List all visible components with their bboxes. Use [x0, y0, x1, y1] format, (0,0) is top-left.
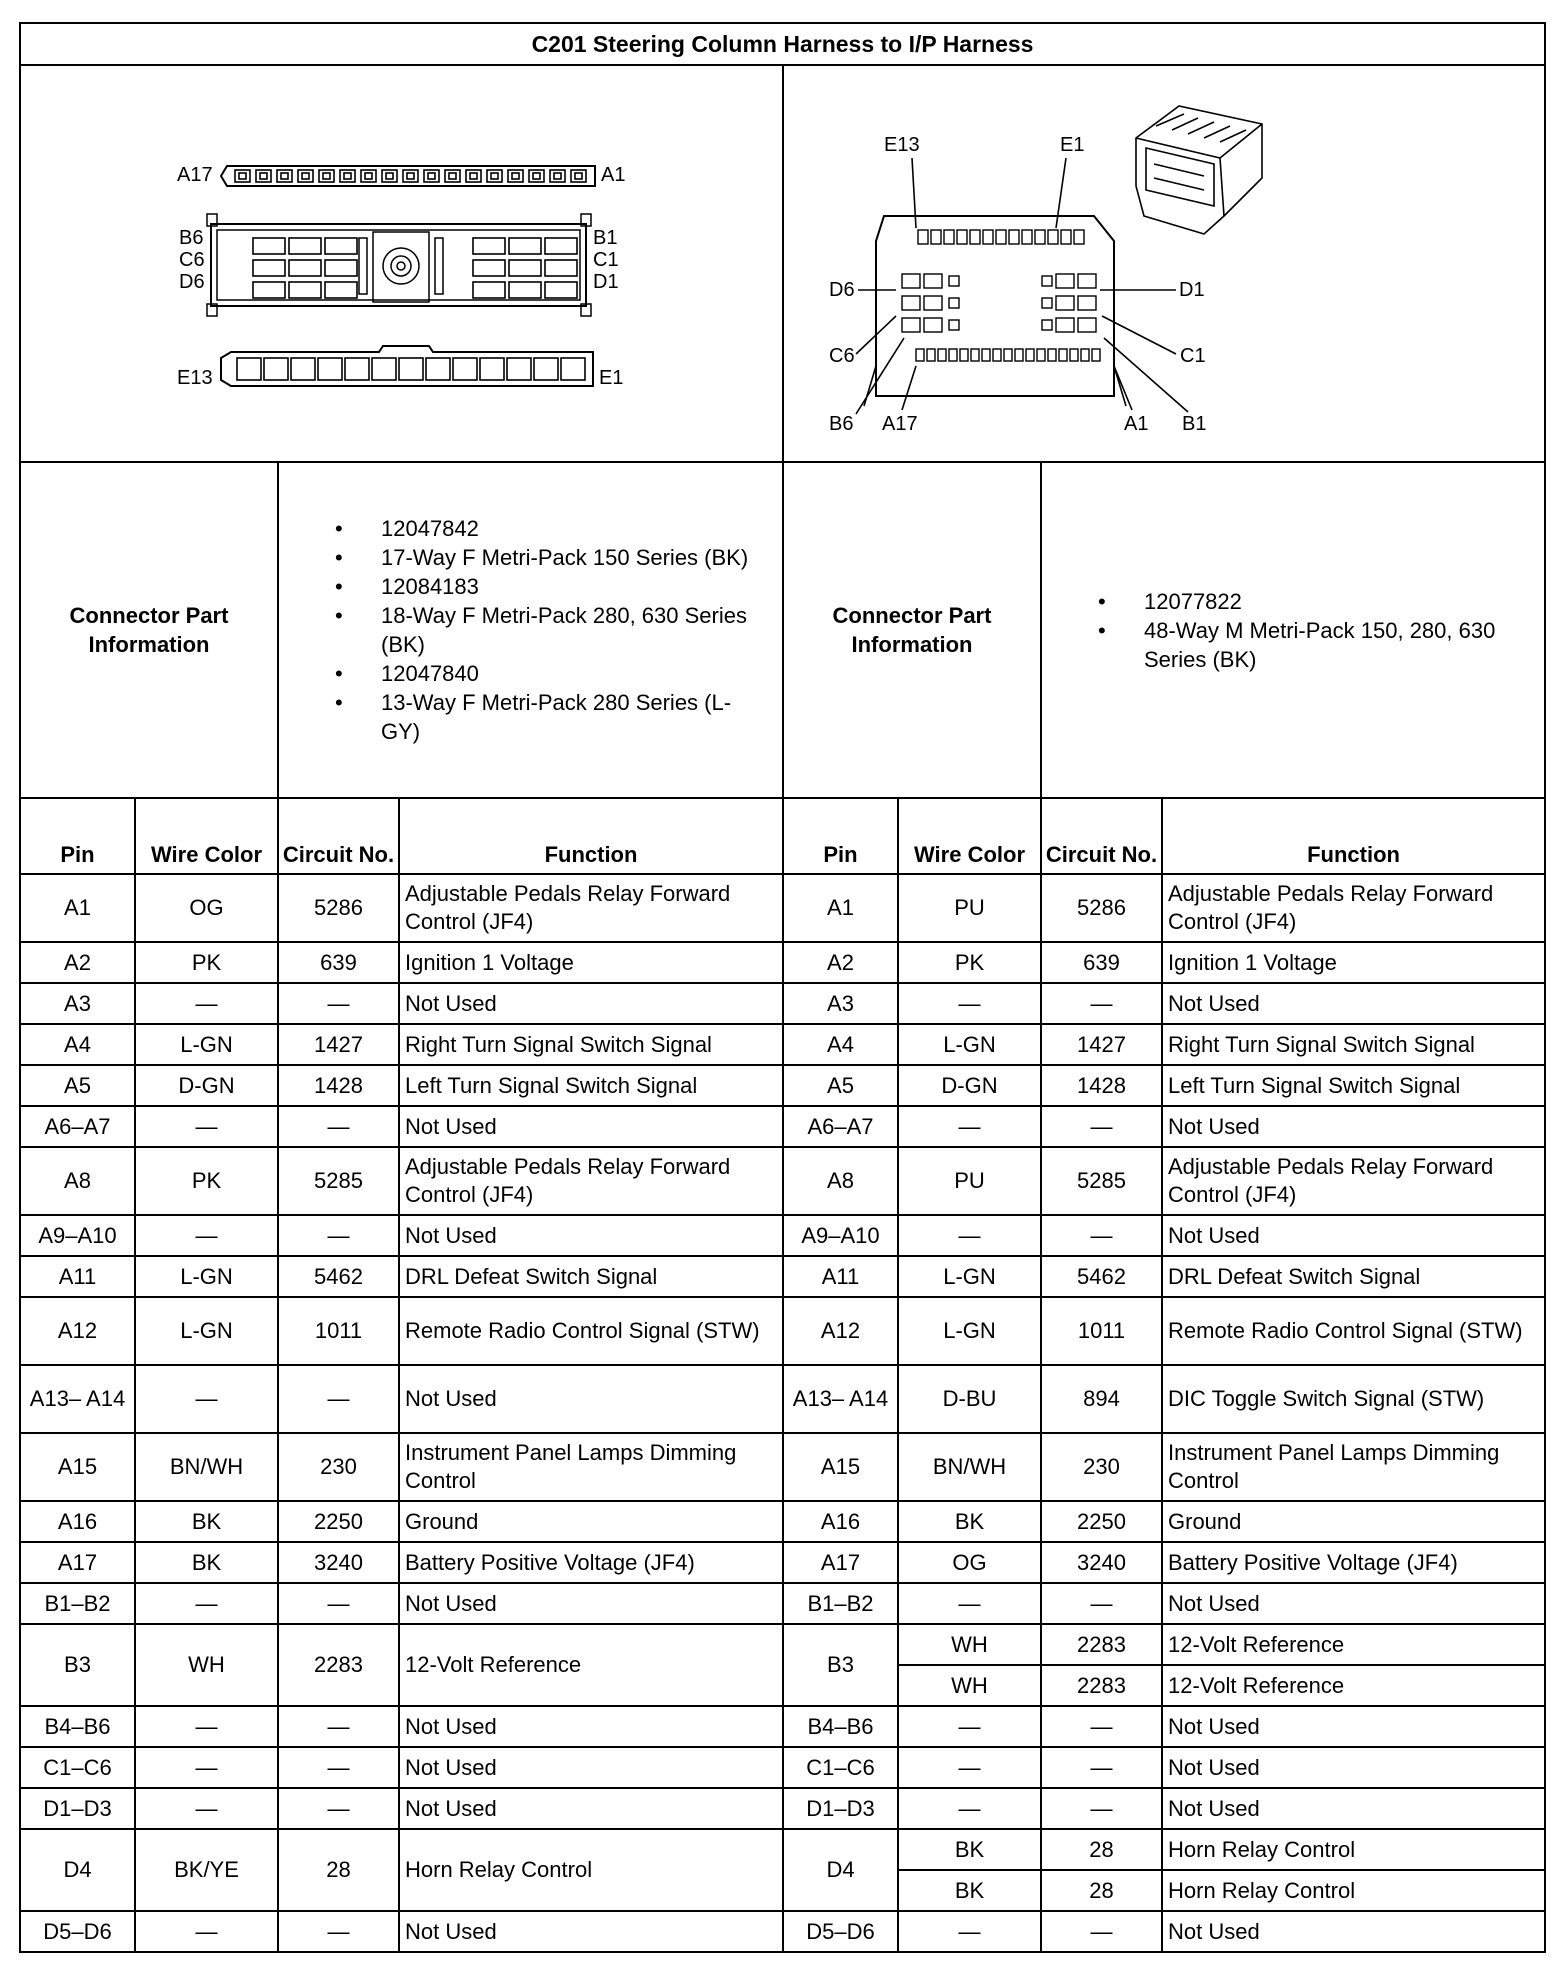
- wire-color-cell: L-GN: [135, 1024, 278, 1065]
- part-info-item: • 17-Way F Metri-Pack 150 Series (BK): [335, 543, 762, 572]
- wire-color-cell: —: [135, 1365, 278, 1433]
- circuit-cell: 2283: [278, 1624, 399, 1706]
- function-cell: Adjustable Pedals Relay Forward Control (JF4): [399, 1147, 783, 1215]
- pin-cell: A15: [20, 1433, 135, 1501]
- wire-color-cell: D-GN: [898, 1065, 1041, 1106]
- connector-info-right: [1041, 462, 1545, 798]
- wire-color-cell: L-GN: [898, 1297, 1041, 1365]
- wire-color-cell: —: [135, 1747, 278, 1788]
- wire-color-cell: PK: [135, 1147, 278, 1215]
- circuit-cell: 230: [278, 1433, 399, 1501]
- table-row: [20, 1829, 1545, 1870]
- circuit-cell: —: [278, 1706, 399, 1747]
- circuit-cell: 2283: [1041, 1624, 1162, 1665]
- label-a17-left: A17: [177, 164, 213, 186]
- wire-color-cell: BK: [898, 1870, 1041, 1911]
- wire-color-cell: L-GN: [135, 1256, 278, 1297]
- table-row: [20, 942, 1545, 983]
- circuit-cell: —: [1041, 1106, 1162, 1147]
- table-row: [20, 1215, 1545, 1256]
- function-cell: Not Used: [1162, 1215, 1545, 1256]
- wire-color-cell: BN/WH: [898, 1433, 1041, 1501]
- wire-color-cell: WH: [135, 1624, 278, 1706]
- header-function-right: Function: [1162, 798, 1545, 874]
- part-info-item: • 13-Way F Metri-Pack 280 Series (L-GY): [335, 688, 762, 746]
- part-info-item: • 12077822: [1098, 587, 1524, 616]
- function-cell: Not Used: [399, 1747, 783, 1788]
- function-cell: Adjustable Pedals Relay Forward Control (JF4): [1162, 1147, 1545, 1215]
- pin-cell: A17: [783, 1542, 898, 1583]
- circuit-cell: 2250: [1041, 1501, 1162, 1542]
- function-cell: 12-Volt Reference: [1162, 1624, 1545, 1665]
- wire-color-cell: BN/WH: [135, 1433, 278, 1501]
- function-cell: Not Used: [399, 1215, 783, 1256]
- pin-cell: A17: [20, 1542, 135, 1583]
- part-info-item: • 12047842: [335, 514, 762, 543]
- header-wire-color-right: Wire Color: [898, 798, 1041, 874]
- wire-color-cell: —: [135, 1706, 278, 1747]
- pin-cell: D4: [20, 1829, 135, 1911]
- circuit-cell: 5462: [1041, 1256, 1162, 1297]
- label-e13-left: E13: [177, 367, 213, 389]
- function-cell: Left Turn Signal Switch Signal: [1162, 1065, 1545, 1106]
- function-cell: Adjustable Pedals Relay Forward Control (JF4): [1162, 874, 1545, 942]
- table-row: [20, 1911, 1545, 1952]
- table-row: [20, 874, 1545, 942]
- label-e1-left: E1: [599, 367, 624, 389]
- function-cell: Ignition 1 Voltage: [399, 942, 783, 983]
- function-cell: Not Used: [1162, 1106, 1545, 1147]
- label-b6-right: B6: [829, 413, 854, 435]
- connector-sheet: [19, 22, 1544, 1974]
- label-a17-right: A17: [882, 413, 918, 435]
- connector-info-label-left: Connector Part Information: [20, 462, 278, 798]
- part-info-item: • 48-Way M Metri-Pack 150, 280, 630 Series (BK): [1098, 616, 1524, 674]
- wire-color-cell: L-GN: [898, 1256, 1041, 1297]
- circuit-cell: —: [1041, 1583, 1162, 1624]
- pin-cell: A13– A14: [20, 1365, 135, 1433]
- circuit-cell: 28: [278, 1829, 399, 1911]
- wire-color-cell: BK: [135, 1542, 278, 1583]
- right-connector-diagram: [783, 65, 1545, 462]
- circuit-cell: 5286: [1041, 874, 1162, 942]
- circuit-cell: —: [1041, 983, 1162, 1024]
- circuit-cell: —: [1041, 1215, 1162, 1256]
- pin-cell: D5–D6: [20, 1911, 135, 1952]
- circuit-cell: —: [1041, 1706, 1162, 1747]
- label-c1-left: C1: [593, 249, 619, 271]
- function-cell: 12-Volt Reference: [1162, 1665, 1545, 1706]
- circuit-cell: —: [278, 1788, 399, 1829]
- function-cell: DIC Toggle Switch Signal (STW): [1162, 1365, 1545, 1433]
- pin-cell: B4–B6: [20, 1706, 135, 1747]
- wire-color-cell: WH: [898, 1624, 1041, 1665]
- wire-color-cell: —: [135, 1106, 278, 1147]
- table-row: [20, 1024, 1545, 1065]
- table-row: [20, 1433, 1545, 1501]
- pin-cell: D5–D6: [783, 1911, 898, 1952]
- pin-cell: A11: [783, 1256, 898, 1297]
- wire-color-cell: —: [898, 1706, 1041, 1747]
- function-cell: Instrument Panel Lamps Dimming Control: [399, 1433, 783, 1501]
- header-circuit-left: Circuit No.: [278, 798, 399, 874]
- circuit-cell: —: [278, 1106, 399, 1147]
- function-cell: Remote Radio Control Signal (STW): [399, 1297, 783, 1365]
- function-cell: Not Used: [399, 1365, 783, 1433]
- circuit-cell: —: [278, 1215, 399, 1256]
- circuit-cell: 639: [278, 942, 399, 983]
- connector-table: [19, 22, 1546, 1953]
- left-connector-drawing: [21, 66, 783, 461]
- function-cell: Remote Radio Control Signal (STW): [1162, 1297, 1545, 1365]
- wire-color-cell: PK: [898, 942, 1041, 983]
- function-cell: Right Turn Signal Switch Signal: [399, 1024, 783, 1065]
- wire-color-cell: D-GN: [135, 1065, 278, 1106]
- pin-cell: A2: [783, 942, 898, 983]
- table-row: [20, 1147, 1545, 1215]
- wire-color-cell: BK: [135, 1501, 278, 1542]
- table-row: [20, 1256, 1545, 1297]
- circuit-cell: 5286: [278, 874, 399, 942]
- circuit-cell: 894: [1041, 1365, 1162, 1433]
- pin-cell: A13– A14: [783, 1365, 898, 1433]
- label-b1-right: B1: [1182, 413, 1207, 435]
- wire-color-cell: —: [135, 1788, 278, 1829]
- circuit-cell: 1427: [1041, 1024, 1162, 1065]
- wire-color-cell: —: [898, 1583, 1041, 1624]
- pin-cell: B3: [20, 1624, 135, 1706]
- table-row: [20, 1583, 1545, 1624]
- function-cell: Not Used: [1162, 983, 1545, 1024]
- connector-housing-illustration: [1136, 106, 1262, 234]
- circuit-cell: —: [278, 983, 399, 1024]
- circuit-cell: —: [278, 1747, 399, 1788]
- pin-cell: A6–A7: [20, 1106, 135, 1147]
- table-row: [20, 1542, 1545, 1583]
- wire-color-cell: —: [898, 1747, 1041, 1788]
- circuit-cell: —: [278, 1583, 399, 1624]
- circuit-cell: —: [278, 1365, 399, 1433]
- function-cell: Horn Relay Control: [1162, 1870, 1545, 1911]
- table-row: [20, 1501, 1545, 1542]
- part-info-item: • 12047840: [335, 659, 762, 688]
- header-function-left: Function: [399, 798, 783, 874]
- label-b6-left: B6: [179, 227, 204, 249]
- pin-cell: B1–B2: [20, 1583, 135, 1624]
- pin-cell: A4: [783, 1024, 898, 1065]
- pin-cell: A9–A10: [783, 1215, 898, 1256]
- function-cell: Ground: [1162, 1501, 1545, 1542]
- circuit-cell: 28: [1041, 1829, 1162, 1870]
- wire-color-cell: BK: [898, 1501, 1041, 1542]
- pin-cell: D1–D3: [783, 1788, 898, 1829]
- table-row: [20, 1365, 1545, 1433]
- circuit-cell: 1428: [278, 1065, 399, 1106]
- function-cell: 12-Volt Reference: [399, 1624, 783, 1706]
- circuit-cell: 3240: [1041, 1542, 1162, 1583]
- circuit-cell: —: [1041, 1788, 1162, 1829]
- label-e1-right: E1: [1060, 134, 1085, 156]
- pin-cell: A16: [20, 1501, 135, 1542]
- label-a1-left: A1: [601, 164, 626, 186]
- wire-color-cell: PU: [898, 874, 1041, 942]
- circuit-cell: 2250: [278, 1501, 399, 1542]
- wire-color-cell: —: [898, 1911, 1041, 1952]
- wire-color-cell: —: [898, 1788, 1041, 1829]
- wire-color-cell: OG: [898, 1542, 1041, 1583]
- table-row: [20, 1788, 1545, 1829]
- header-circuit-right: Circuit No.: [1041, 798, 1162, 874]
- pin-cell: A5: [783, 1065, 898, 1106]
- circuit-cell: —: [1041, 1747, 1162, 1788]
- circuit-cell: 1428: [1041, 1065, 1162, 1106]
- wire-color-cell: BK/YE: [135, 1829, 278, 1911]
- header-pin-right: Pin: [783, 798, 898, 874]
- table-row: [20, 1297, 1545, 1365]
- table-row: [20, 983, 1545, 1024]
- function-cell: Not Used: [1162, 1583, 1545, 1624]
- wire-color-cell: L-GN: [135, 1297, 278, 1365]
- pin-cell: A11: [20, 1256, 135, 1297]
- label-d6-right: D6: [829, 279, 855, 301]
- pin-cell: A3: [20, 983, 135, 1024]
- pin-cell: A2: [20, 942, 135, 983]
- function-cell: Not Used: [399, 1583, 783, 1624]
- label-e13-right: E13: [884, 134, 920, 156]
- pin-cell: A12: [20, 1297, 135, 1365]
- pin-cell: A6–A7: [783, 1106, 898, 1147]
- function-cell: Battery Positive Voltage (JF4): [399, 1542, 783, 1583]
- function-cell: Horn Relay Control: [1162, 1829, 1545, 1870]
- circuit-cell: 639: [1041, 942, 1162, 983]
- part-info-item: • 18-Way F Metri-Pack 280, 630 Series (BK): [335, 601, 762, 659]
- circuit-cell: 1011: [1041, 1297, 1162, 1365]
- pin-cell: C1–C6: [20, 1747, 135, 1788]
- label-d6-left: D6: [179, 271, 205, 293]
- circuit-cell: 2283: [1041, 1665, 1162, 1706]
- table-row: [20, 1747, 1545, 1788]
- table-row: [20, 1106, 1545, 1147]
- connector-info-label-right: Connector Part Information: [783, 462, 1041, 798]
- circuit-cell: 5462: [278, 1256, 399, 1297]
- label-c1-right: C1: [1180, 345, 1206, 367]
- header-wire-color-left: Wire Color: [135, 798, 278, 874]
- table-row: [20, 1624, 1545, 1665]
- function-cell: Horn Relay Control: [399, 1829, 783, 1911]
- page-title: C201 Steering Column Harness to I/P Harness: [20, 23, 1545, 65]
- circuit-cell: 1427: [278, 1024, 399, 1065]
- label-d1-right: D1: [1179, 279, 1205, 301]
- function-cell: Ground: [399, 1501, 783, 1542]
- pin-cell: B1–B2: [783, 1583, 898, 1624]
- function-cell: Not Used: [1162, 1911, 1545, 1952]
- pin-cell: B4–B6: [783, 1706, 898, 1747]
- label-c6-right: C6: [829, 345, 855, 367]
- function-cell: Not Used: [1162, 1788, 1545, 1829]
- wire-color-cell: L-GN: [898, 1024, 1041, 1065]
- circuit-cell: —: [1041, 1911, 1162, 1952]
- pin-cell: B3: [783, 1624, 898, 1706]
- label-a1-right: A1: [1124, 413, 1149, 435]
- pin-cell: A3: [783, 983, 898, 1024]
- wire-color-cell: PK: [135, 942, 278, 983]
- pin-cell: A5: [20, 1065, 135, 1106]
- label-c6-left: C6: [179, 249, 205, 271]
- wire-color-cell: PU: [898, 1147, 1041, 1215]
- circuit-cell: 28: [1041, 1870, 1162, 1911]
- label-b1-left: B1: [593, 227, 618, 249]
- wire-color-cell: —: [898, 1215, 1041, 1256]
- circuit-cell: 5285: [1041, 1147, 1162, 1215]
- pin-cell: A1: [783, 874, 898, 942]
- wire-color-cell: OG: [135, 874, 278, 942]
- table-row: [20, 1706, 1545, 1747]
- table-row: [20, 1065, 1545, 1106]
- wire-color-cell: —: [898, 1106, 1041, 1147]
- pin-cell: D4: [783, 1829, 898, 1911]
- function-cell: Not Used: [399, 1788, 783, 1829]
- circuit-cell: 1011: [278, 1297, 399, 1365]
- wire-color-cell: D-BU: [898, 1365, 1041, 1433]
- function-cell: Ignition 1 Voltage: [1162, 942, 1545, 983]
- function-cell: Left Turn Signal Switch Signal: [399, 1065, 783, 1106]
- wire-color-cell: —: [135, 1583, 278, 1624]
- pin-cell: A8: [783, 1147, 898, 1215]
- wire-color-cell: WH: [898, 1665, 1041, 1706]
- pin-cell: C1–C6: [783, 1747, 898, 1788]
- function-cell: Not Used: [1162, 1706, 1545, 1747]
- circuit-cell: —: [278, 1911, 399, 1952]
- pin-cell: A9–A10: [20, 1215, 135, 1256]
- function-cell: DRL Defeat Switch Signal: [399, 1256, 783, 1297]
- function-cell: Not Used: [399, 983, 783, 1024]
- function-cell: Instrument Panel Lamps Dimming Control: [1162, 1433, 1545, 1501]
- pin-cell: A16: [783, 1501, 898, 1542]
- pin-cell: D1–D3: [20, 1788, 135, 1829]
- pin-cell: A15: [783, 1433, 898, 1501]
- wire-color-cell: —: [135, 1911, 278, 1952]
- part-info-item: • 12084183: [335, 572, 762, 601]
- pin-cell: A1: [20, 874, 135, 942]
- left-connector-diagram: [20, 65, 783, 462]
- connector-info-left: [278, 462, 783, 798]
- pin-cell: A8: [20, 1147, 135, 1215]
- wire-color-cell: —: [898, 983, 1041, 1024]
- function-cell: Not Used: [399, 1911, 783, 1952]
- right-connector-drawing: [784, 66, 1547, 461]
- function-cell: Not Used: [1162, 1747, 1545, 1788]
- wire-color-cell: —: [135, 1215, 278, 1256]
- function-cell: Adjustable Pedals Relay Forward Control (JF4): [399, 874, 783, 942]
- header-pin-left: Pin: [20, 798, 135, 874]
- pin-cell: A4: [20, 1024, 135, 1065]
- wire-color-cell: —: [135, 983, 278, 1024]
- function-cell: Not Used: [399, 1106, 783, 1147]
- function-cell: Battery Positive Voltage (JF4): [1162, 1542, 1545, 1583]
- function-cell: Right Turn Signal Switch Signal: [1162, 1024, 1545, 1065]
- function-cell: Not Used: [399, 1706, 783, 1747]
- label-d1-left: D1: [593, 271, 619, 293]
- function-cell: DRL Defeat Switch Signal: [1162, 1256, 1545, 1297]
- circuit-cell: 3240: [278, 1542, 399, 1583]
- pin-cell: A12: [783, 1297, 898, 1365]
- circuit-cell: 230: [1041, 1433, 1162, 1501]
- circuit-cell: 5285: [278, 1147, 399, 1215]
- wire-color-cell: BK: [898, 1829, 1041, 1870]
